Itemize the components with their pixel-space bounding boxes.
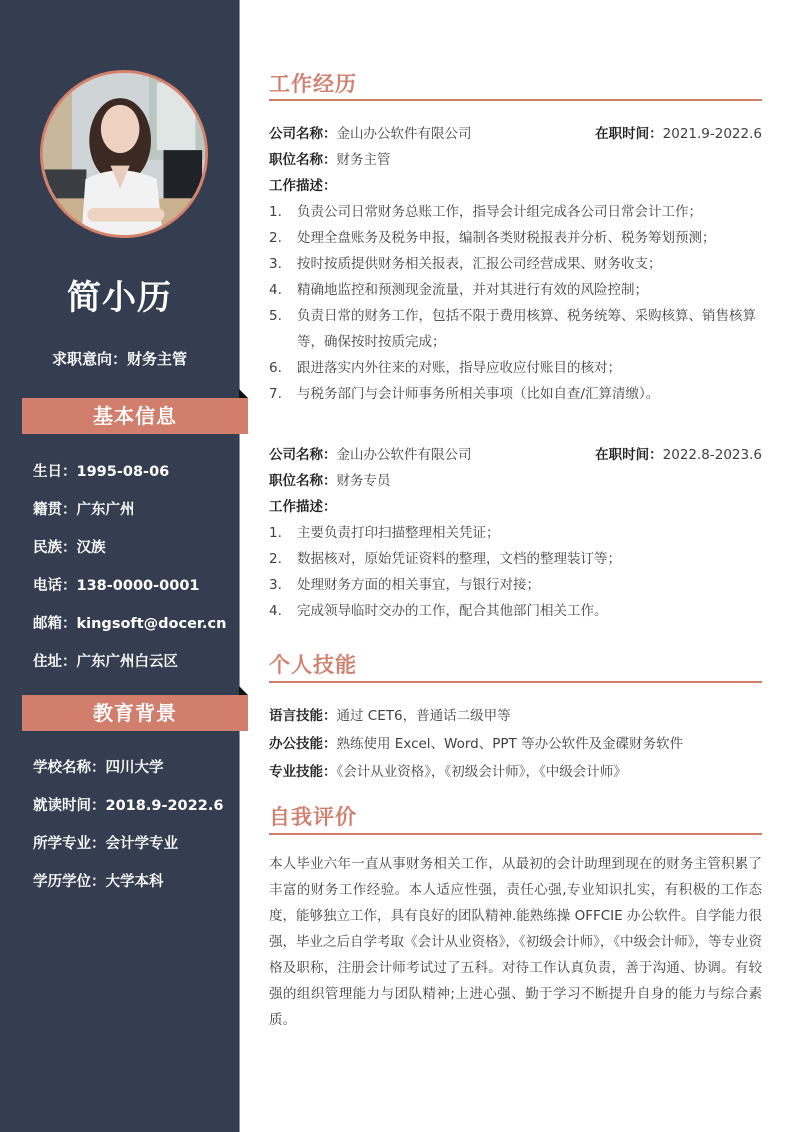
candidate-name: 简小历 [67,278,172,318]
desc-label: 工作描述： [269,178,337,194]
basic-info-header: 基本信息 [22,398,248,434]
position-label: 职位名称： [269,473,337,489]
list-item [269,277,762,303]
item-text: 主要负责打印扫描整理相关凭证； [297,525,500,541]
list-item [269,520,762,546]
desc-label: 工作描述： [269,499,337,515]
item-text: 与税务部门与会计师事务所相关事项（比如自查/汇算清缴）。 [297,386,660,402]
skill-label: 语言技能： [269,708,337,724]
self-evaluation-text: 本人毕业六年一直从事财务相关工作，从最初的会计助理到现在的财务主管积累了丰富的财务工作经验。本人适应性强，责任心强,专业知识扎实，有积极的工作态度，能够独立工作，具有良好的团队精神.能熟练操 OFFCIE 办公软件。自学能力很强，毕业之后自学考取《会计从业资格》，《初级会计师》，《中级会计师》，等专业资格及职称，注册会计师考试过了五科。对待工作认真负责，善于沟通、协调。有较强的组织管理能力与团队精神;上进心强、勤于学习不断提升自身的能力与综合素质。 [269,856,762,1028]
list-item [269,225,762,251]
edu-period: 就读时间：2018.9-2022.6 [33,798,224,814]
item-number: 1. [269,525,282,541]
item-text: 处理全盘账务及税务申报，编制各类财税报表并分析、税务筹划预测； [297,230,716,246]
item-number: 6. [269,360,282,376]
ribbon-fold-icon [239,389,248,398]
company-value: 金山办公软件有限公司 [336,447,472,463]
work-experience-title: 工作经历 [269,72,357,96]
job-1-period [595,122,762,142]
period-value: 2022.8-2023.6 [662,447,762,463]
skill-value: 《会计从业资格》，《初级会计师》，《中级会计师》 [336,764,627,780]
item-number: 3. [269,577,282,593]
ribbon-fold-icon [239,686,248,695]
item-number: 1. [269,204,282,220]
skill-office [269,732,683,752]
job-1-position [269,148,391,168]
item-number: 2. [269,551,282,567]
position-value: 财务专员 [336,473,391,489]
position-label: 职位名称： [269,152,337,168]
item-text: 负责公司日常财务总账工作，指导会计组完成各公司日常会计工作； [297,204,702,220]
item-text: 按时按质提供财务相关报表，汇报公司经营成果、财务收支； [297,256,662,272]
info-ethnicity: 民族：汉族 [33,540,106,556]
job-2-duties [269,520,762,624]
period-value: 2021.9-2022.6 [662,126,762,142]
info-phone: 电话：138-0000-0001 [33,578,200,594]
list-item [269,355,762,381]
job-2-period [595,443,762,463]
item-number: 4. [269,603,282,619]
section-divider [269,99,762,101]
position-value: 财务主管 [336,152,391,168]
section-divider [269,681,762,683]
info-address: 住址：广东广州白云区 [33,654,178,670]
job-1-desc-label [269,174,337,194]
job-2-position [269,469,391,489]
edu-school: 学校名称：四川大学 [33,760,164,776]
item-text: 跟进落实内外往来的对账，指导应收应付账目的核对； [297,360,621,376]
skill-value: 通过 CET6，普通话二级甲等 [336,708,511,724]
list-item [269,572,762,598]
avatar [40,70,208,238]
period-label: 在职时间： [595,126,663,142]
period-label: 在职时间： [595,447,663,463]
list-item [269,199,762,225]
job-1-duties [269,199,762,407]
skill-label: 专业技能： [269,764,337,780]
item-number: 5. [269,308,282,324]
job-1-company [269,122,472,142]
skill-label: 办公技能： [269,736,337,752]
job-2-company [269,443,472,463]
company-label: 公司名称： [269,447,337,463]
item-number: 7. [269,386,282,402]
item-text: 处理财务方面的相关事宜，与银行对接； [297,577,540,593]
list-item [269,303,762,355]
list-item [269,598,762,624]
info-email: 邮箱：kingsoft@docer.cn [33,616,227,632]
list-item [269,381,762,407]
edu-degree: 学历学位：大学本科 [33,874,164,890]
info-hometown: 籍贯：广东广州 [33,502,135,518]
skills-title: 个人技能 [269,653,357,677]
sidebar-divider [239,0,240,1132]
item-number: 3. [269,256,282,272]
item-text: 完成领导临时交办的工作，配合其他部门相关工作。 [297,603,608,619]
skill-value: 熟练使用 Excel、Word、PPT 等办公软件及金碟财务软件 [336,736,684,752]
list-item [269,251,762,277]
job-2-desc-label [269,495,337,515]
list-item [269,546,762,572]
skill-language [269,704,511,724]
item-text: 负责日常的财务工作，包括不限于费用核算、税务统筹、采购核算、销售核算等，确保按时按质完成； [297,308,756,350]
profile-photo-icon [43,73,205,235]
info-birthday: 生日：1995-08-06 [33,464,170,480]
self-evaluation-title: 自我评价 [269,805,357,829]
edu-major: 所学专业：会计学专业 [33,836,178,852]
job-intent: 求职意向：财务主管 [51,350,187,368]
item-text: 数据核对，原始凭证资料的整理，文档的整理装订等； [297,551,621,567]
skill-professional [269,760,627,780]
education-header: 教育背景 [22,695,248,731]
item-number: 4. [269,282,282,298]
company-label: 公司名称： [269,126,337,142]
item-text: 精确地监控和预测现金流量，并对其进行有效的风险控制； [297,282,648,298]
section-divider [269,833,762,835]
company-value: 金山办公软件有限公司 [336,126,472,142]
item-number: 2. [269,230,282,246]
